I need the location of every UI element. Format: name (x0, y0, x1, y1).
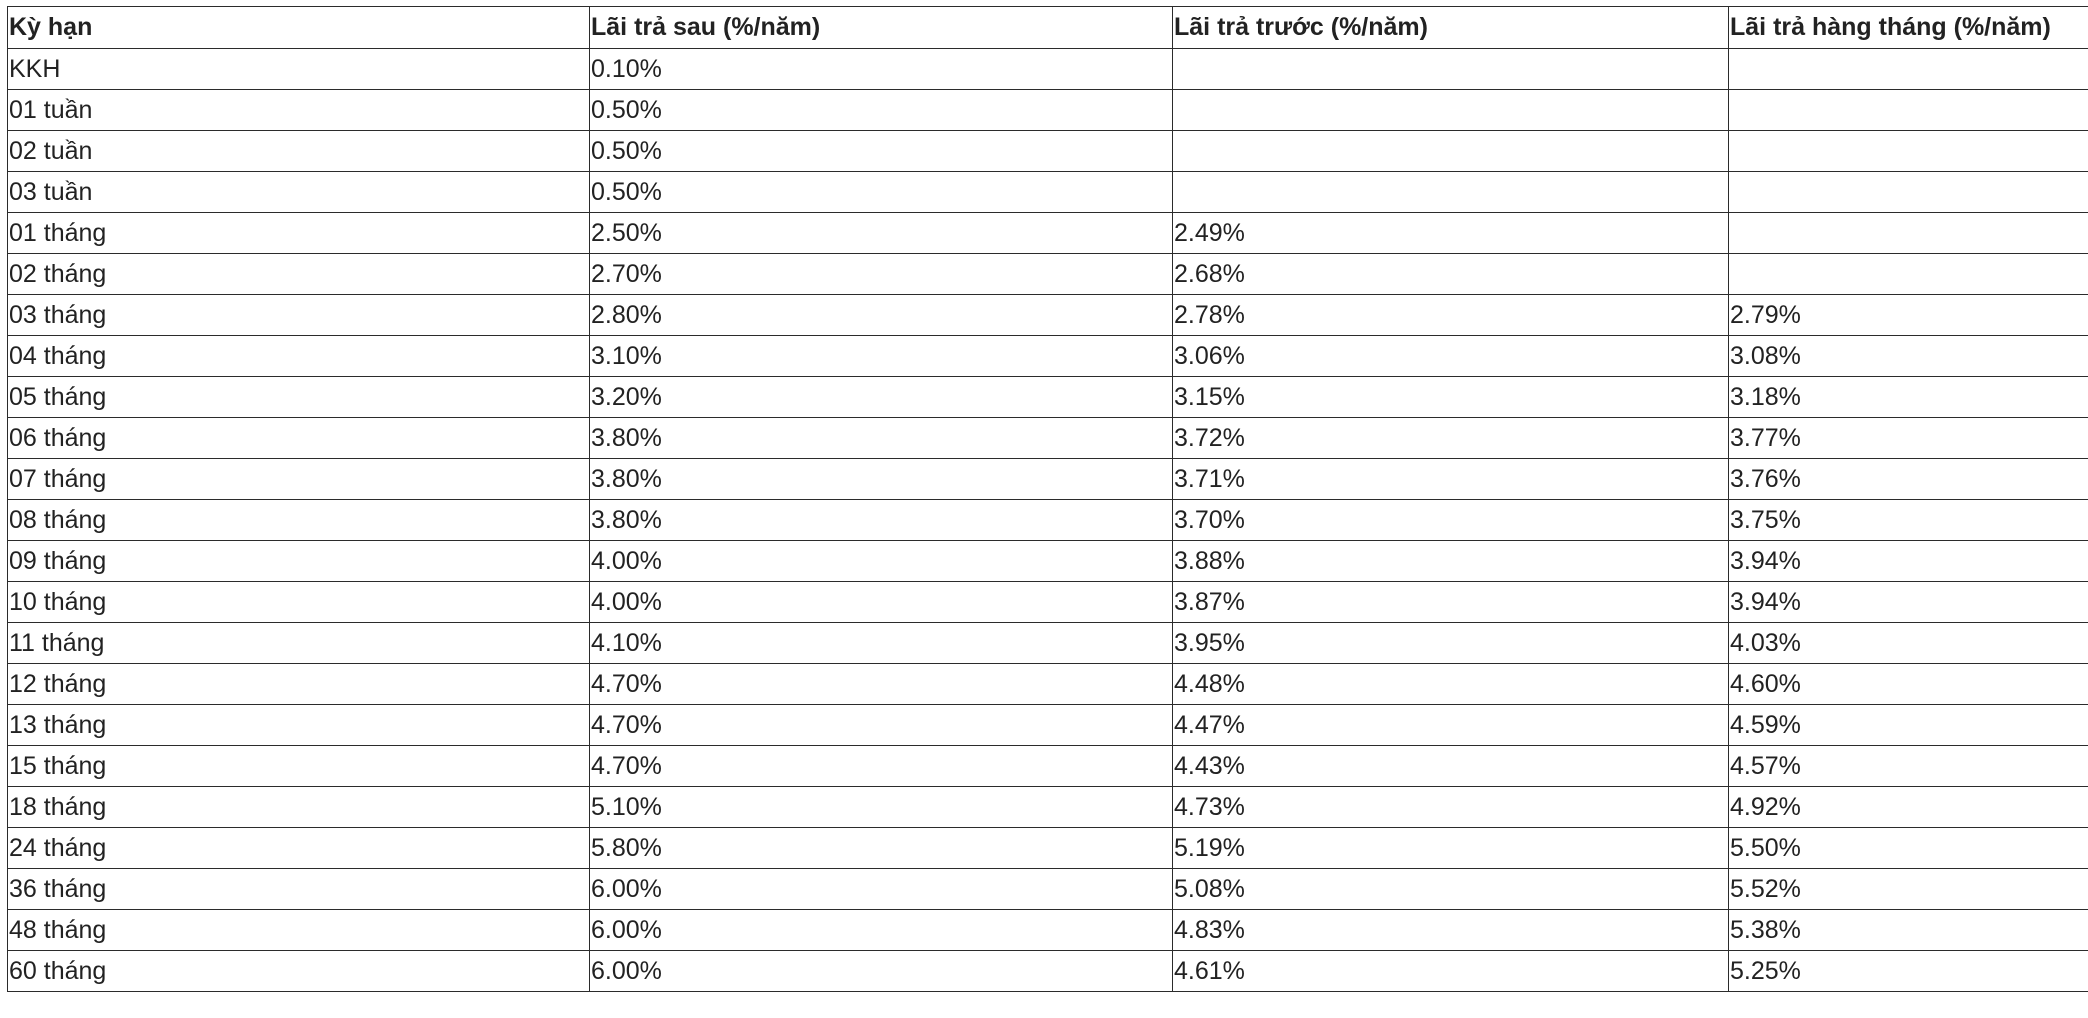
rate-paid-before-cell: 3.06% (1173, 336, 1729, 377)
rate-paid-after-cell: 6.00% (590, 869, 1173, 910)
rate-paid-before-cell: 5.08% (1173, 869, 1729, 910)
rate-paid-after-cell: 2.80% (590, 295, 1173, 336)
rate-paid-before-cell: 3.87% (1173, 582, 1729, 623)
table-row (8, 172, 2088, 213)
table-body (8, 49, 2088, 992)
table-row (8, 541, 2088, 582)
rate-paid-after-cell: 0.50% (590, 90, 1173, 131)
term-cell: 04 tháng (8, 336, 590, 377)
term-cell: 10 tháng (8, 582, 590, 623)
table-row (8, 869, 2088, 910)
header-rate-paid-before: Lãi trả trước (%/năm) (1173, 7, 1729, 49)
rate-paid-monthly-cell: 3.77% (1729, 418, 2088, 459)
rate-paid-before-cell (1173, 49, 1729, 90)
table-row (8, 336, 2088, 377)
table-row (8, 254, 2088, 295)
rate-paid-after-cell: 4.70% (590, 664, 1173, 705)
rate-paid-after-cell: 5.80% (590, 828, 1173, 869)
table-row (8, 910, 2088, 951)
rate-paid-before-cell: 3.70% (1173, 500, 1729, 541)
rate-paid-monthly-cell: 4.60% (1729, 664, 2088, 705)
rate-paid-after-cell: 6.00% (590, 951, 1173, 992)
rate-paid-monthly-cell (1729, 254, 2088, 295)
rate-paid-before-cell (1173, 131, 1729, 172)
table-header (8, 7, 2088, 49)
term-cell: 24 tháng (8, 828, 590, 869)
rate-paid-before-cell: 4.43% (1173, 746, 1729, 787)
table-row (8, 664, 2088, 705)
rate-paid-monthly-cell: 4.57% (1729, 746, 2088, 787)
term-cell: 60 tháng (8, 951, 590, 992)
rate-paid-after-cell: 2.70% (590, 254, 1173, 295)
term-cell: 02 tuần (8, 131, 590, 172)
rate-paid-monthly-cell: 5.52% (1729, 869, 2088, 910)
rate-paid-before-cell: 4.73% (1173, 787, 1729, 828)
term-cell: 05 tháng (8, 377, 590, 418)
table-row (8, 951, 2088, 992)
rate-paid-before-cell: 3.72% (1173, 418, 1729, 459)
rate-paid-monthly-cell: 5.25% (1729, 951, 2088, 992)
rate-paid-after-cell: 3.20% (590, 377, 1173, 418)
table-row (8, 787, 2088, 828)
term-cell: 18 tháng (8, 787, 590, 828)
rate-paid-monthly-cell (1729, 172, 2088, 213)
term-cell: 07 tháng (8, 459, 590, 500)
table-row (8, 459, 2088, 500)
rate-paid-monthly-cell: 2.79% (1729, 295, 2088, 336)
term-cell: 09 tháng (8, 541, 590, 582)
rate-paid-before-cell: 2.68% (1173, 254, 1729, 295)
header-rate-paid-after: Lãi trả sau (%/năm) (590, 7, 1173, 49)
rate-paid-before-cell: 5.19% (1173, 828, 1729, 869)
rate-paid-before-cell: 2.49% (1173, 213, 1729, 254)
rate-paid-monthly-cell: 5.50% (1729, 828, 2088, 869)
rate-paid-after-cell: 5.10% (590, 787, 1173, 828)
rate-paid-monthly-cell: 3.94% (1729, 541, 2088, 582)
term-cell: 01 tuần (8, 90, 590, 131)
term-cell: 03 tuần (8, 172, 590, 213)
rate-paid-after-cell: 3.80% (590, 418, 1173, 459)
rate-paid-after-cell: 0.10% (590, 49, 1173, 90)
term-cell: 08 tháng (8, 500, 590, 541)
table-row (8, 746, 2088, 787)
rate-paid-after-cell: 0.50% (590, 131, 1173, 172)
table-row (8, 90, 2088, 131)
header-row (8, 7, 2088, 49)
rate-paid-before-cell (1173, 90, 1729, 131)
rate-paid-after-cell: 3.80% (590, 500, 1173, 541)
rate-paid-monthly-cell (1729, 49, 2088, 90)
rate-paid-after-cell: 2.50% (590, 213, 1173, 254)
term-cell: 06 tháng (8, 418, 590, 459)
term-cell: 02 tháng (8, 254, 590, 295)
term-cell: 36 tháng (8, 869, 590, 910)
rate-paid-before-cell: 3.95% (1173, 623, 1729, 664)
term-cell: 48 tháng (8, 910, 590, 951)
rate-paid-monthly-cell: 4.92% (1729, 787, 2088, 828)
rate-paid-before-cell: 4.47% (1173, 705, 1729, 746)
table-row (8, 131, 2088, 172)
term-cell: 13 tháng (8, 705, 590, 746)
rate-paid-before-cell: 4.48% (1173, 664, 1729, 705)
table-row (8, 705, 2088, 746)
table-row (8, 828, 2088, 869)
rate-paid-monthly-cell: 3.18% (1729, 377, 2088, 418)
rate-paid-monthly-cell: 3.94% (1729, 582, 2088, 623)
rate-paid-after-cell: 3.80% (590, 459, 1173, 500)
term-cell: 11 tháng (8, 623, 590, 664)
rate-paid-after-cell: 0.50% (590, 172, 1173, 213)
rate-paid-before-cell: 3.15% (1173, 377, 1729, 418)
rate-paid-before-cell: 3.88% (1173, 541, 1729, 582)
rate-paid-after-cell: 4.00% (590, 541, 1173, 582)
table-row (8, 377, 2088, 418)
table-row (8, 49, 2088, 90)
rate-paid-after-cell: 4.00% (590, 582, 1173, 623)
term-cell: 01 tháng (8, 213, 590, 254)
table-row (8, 500, 2088, 541)
rate-paid-monthly-cell: 3.76% (1729, 459, 2088, 500)
table-row (8, 623, 2088, 664)
rate-paid-before-cell: 4.61% (1173, 951, 1729, 992)
rate-paid-after-cell: 6.00% (590, 910, 1173, 951)
rate-paid-after-cell: 3.10% (590, 336, 1173, 377)
rate-paid-monthly-cell: 4.59% (1729, 705, 2088, 746)
rate-paid-after-cell: 4.70% (590, 705, 1173, 746)
rate-paid-monthly-cell: 3.08% (1729, 336, 2088, 377)
rate-paid-monthly-cell: 3.75% (1729, 500, 2088, 541)
rate-paid-after-cell: 4.10% (590, 623, 1173, 664)
rate-paid-monthly-cell (1729, 213, 2088, 254)
interest-rate-table (7, 6, 2088, 992)
rate-paid-before-cell: 3.71% (1173, 459, 1729, 500)
term-cell: 03 tháng (8, 295, 590, 336)
table-row (8, 295, 2088, 336)
term-cell: 12 tháng (8, 664, 590, 705)
rate-paid-monthly-cell (1729, 90, 2088, 131)
header-term: Kỳ hạn (8, 7, 590, 49)
term-cell: KKH (8, 49, 590, 90)
rate-paid-before-cell: 2.78% (1173, 295, 1729, 336)
table-row (8, 418, 2088, 459)
table-row (8, 213, 2088, 254)
header-rate-paid-monthly: Lãi trả hàng tháng (%/năm) (1729, 7, 2088, 49)
rate-paid-after-cell: 4.70% (590, 746, 1173, 787)
rate-paid-monthly-cell: 5.38% (1729, 910, 2088, 951)
rate-paid-before-cell: 4.83% (1173, 910, 1729, 951)
rate-paid-monthly-cell (1729, 131, 2088, 172)
term-cell: 15 tháng (8, 746, 590, 787)
rate-paid-before-cell (1173, 172, 1729, 213)
rate-paid-monthly-cell: 4.03% (1729, 623, 2088, 664)
table-row (8, 582, 2088, 623)
